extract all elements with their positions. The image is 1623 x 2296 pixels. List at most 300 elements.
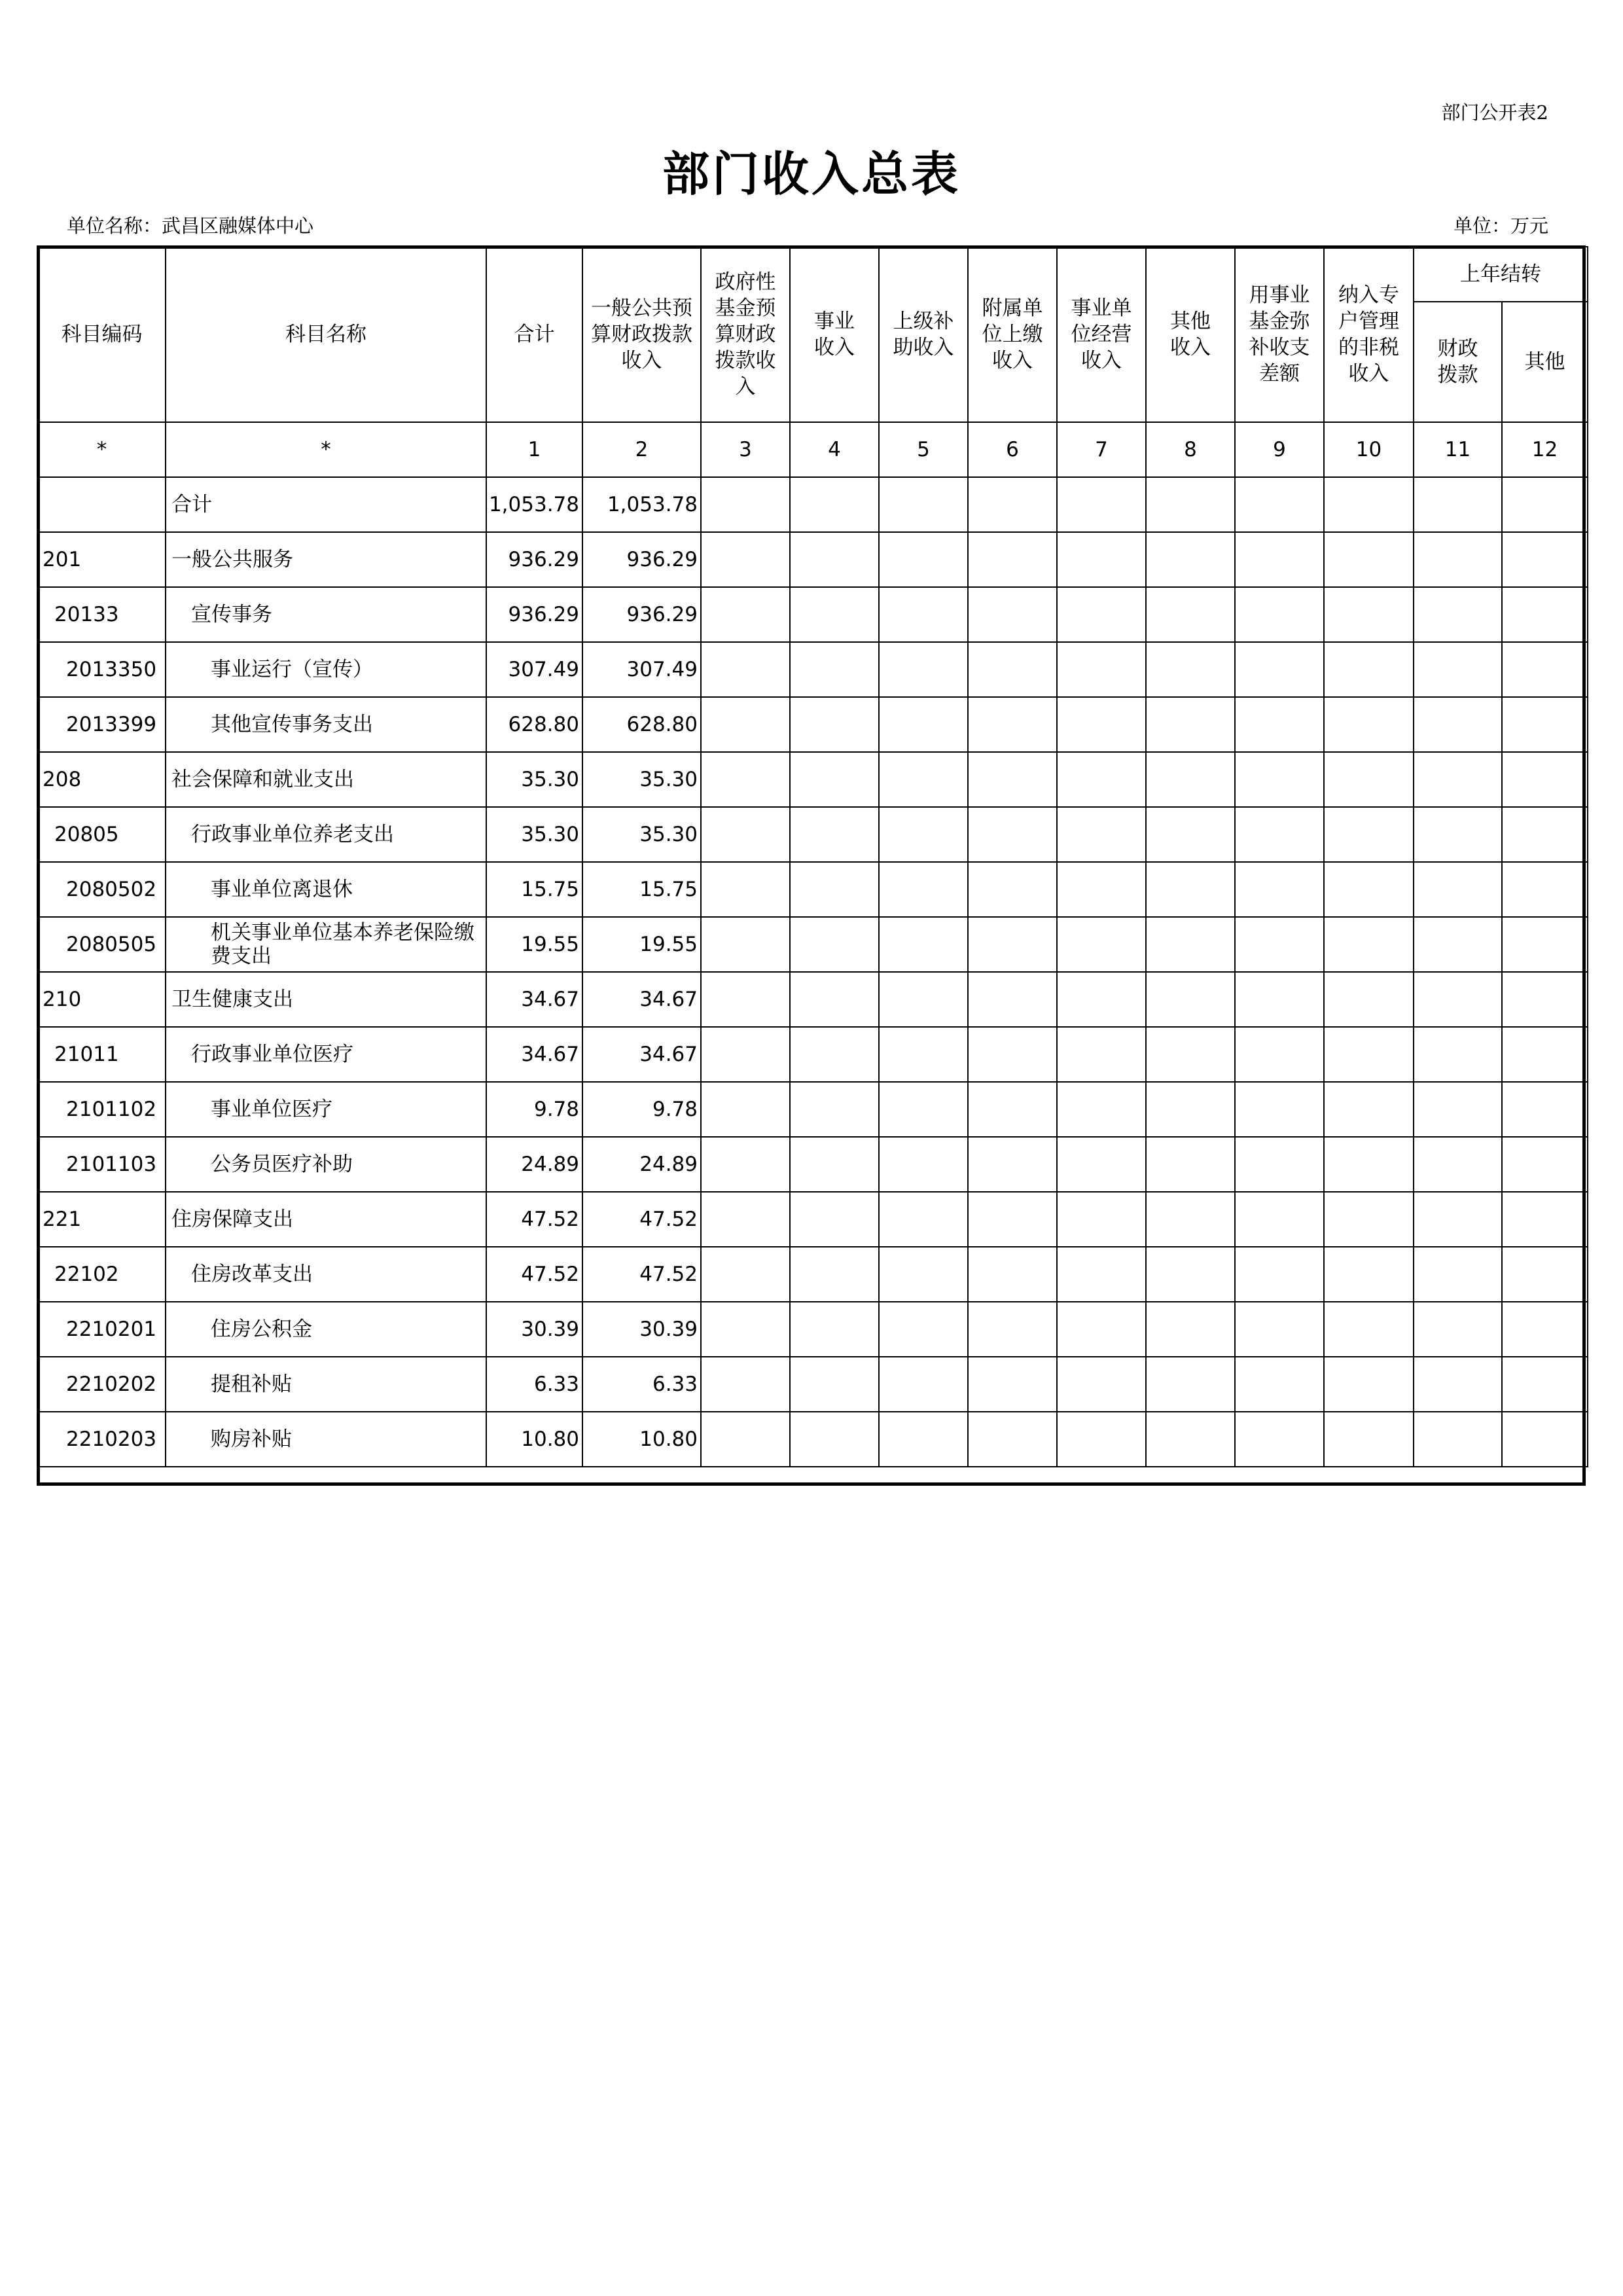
header-operation-income: 事业单位经营收入 <box>1057 247 1146 422</box>
subject-name-cell: 行政事业单位养老支出 <box>166 807 486 862</box>
subject-code-cell: 20133 <box>38 587 166 642</box>
table-row <box>38 587 1588 642</box>
header-business-income: 事业收入 <box>790 247 879 422</box>
table-row <box>38 1137 1588 1192</box>
empty-amount-cell <box>1324 752 1414 807</box>
empty-amount-cell <box>879 917 968 972</box>
table-row <box>38 477 1588 532</box>
empty-amount-cell <box>1502 972 1588 1027</box>
empty-amount-cell <box>968 1082 1057 1137</box>
column-index-cell: 11 <box>1414 422 1502 477</box>
empty-amount-cell <box>968 642 1057 697</box>
empty-amount-cell <box>968 1027 1057 1082</box>
empty-amount-cell <box>1502 1137 1588 1192</box>
empty-amount-cell <box>1324 1357 1414 1412</box>
empty-amount-cell <box>701 532 790 587</box>
general-budget-amount-cell: 936.29 <box>582 587 701 642</box>
empty-amount-cell <box>1057 752 1146 807</box>
total-amount-cell: 34.67 <box>486 1027 582 1082</box>
empty-amount-cell <box>1057 1137 1146 1192</box>
table-row <box>38 1192 1588 1247</box>
empty-amount-cell <box>701 1137 790 1192</box>
empty-amount-cell <box>790 1302 879 1357</box>
empty-amount-cell <box>1414 862 1502 917</box>
column-index-cell: 3 <box>701 422 790 477</box>
form-number: 部门公开表2 <box>1441 101 1548 124</box>
empty-amount-cell <box>879 1357 968 1412</box>
empty-amount-cell <box>790 972 879 1027</box>
subject-name-cell: 事业单位医疗 <box>166 1082 486 1137</box>
empty-amount-cell <box>701 1027 790 1082</box>
empty-amount-cell <box>879 1302 968 1357</box>
empty-amount-cell <box>879 1027 968 1082</box>
empty-amount-cell <box>1502 697 1588 752</box>
total-amount-cell: 34.67 <box>486 972 582 1027</box>
empty-amount-cell <box>1057 1302 1146 1357</box>
empty-amount-cell <box>1146 752 1235 807</box>
total-amount-cell: 10.80 <box>486 1412 582 1467</box>
empty-amount-cell <box>701 1302 790 1357</box>
empty-amount-cell <box>701 862 790 917</box>
empty-amount-cell <box>1235 642 1324 697</box>
empty-amount-cell <box>1235 1082 1324 1137</box>
subject-name-cell: 住房保障支出 <box>166 1192 486 1247</box>
empty-amount-cell <box>1502 807 1588 862</box>
column-index-cell: 1 <box>486 422 582 477</box>
general-budget-amount-cell: 35.30 <box>582 807 701 862</box>
empty-amount-cell <box>1146 917 1235 972</box>
column-index-cell: 4 <box>790 422 879 477</box>
empty-amount-cell <box>1414 1302 1502 1357</box>
empty-amount-cell <box>879 587 968 642</box>
header-affiliated-payment: 附属单位上缴收入 <box>968 247 1057 422</box>
empty-amount-cell <box>1235 697 1324 752</box>
subject-code-cell: 221 <box>38 1192 166 1247</box>
empty-amount-cell <box>790 1027 879 1082</box>
empty-amount-cell <box>1414 807 1502 862</box>
empty-amount-cell <box>1414 1247 1502 1302</box>
table-row <box>38 807 1588 862</box>
table-row <box>38 697 1588 752</box>
header-carryover: 上年结转 <box>1414 247 1588 302</box>
empty-amount-cell <box>879 862 968 917</box>
empty-amount-cell <box>879 1412 968 1467</box>
empty-amount-cell <box>790 1247 879 1302</box>
empty-amount-cell <box>701 1192 790 1247</box>
empty-amount-cell <box>968 752 1057 807</box>
empty-amount-cell <box>879 1082 968 1137</box>
header-carryover-other: 其他 <box>1502 302 1588 422</box>
header-special-account: 纳入专户管理的非税收入 <box>1324 247 1414 422</box>
empty-amount-cell <box>968 1357 1057 1412</box>
empty-amount-cell <box>790 532 879 587</box>
general-budget-amount-cell: 6.33 <box>582 1357 701 1412</box>
empty-amount-cell <box>879 1247 968 1302</box>
subject-code-cell: 2101102 <box>38 1082 166 1137</box>
subject-code-cell: 2210202 <box>38 1357 166 1412</box>
subject-code-cell: 22102 <box>38 1247 166 1302</box>
empty-amount-cell <box>879 752 968 807</box>
table-row <box>38 1247 1588 1302</box>
empty-amount-cell <box>790 1192 879 1247</box>
empty-amount-cell <box>1057 862 1146 917</box>
header-carryover-fiscal: 财政拨款 <box>1414 302 1502 422</box>
subject-code-cell: 2101103 <box>38 1137 166 1192</box>
empty-amount-cell <box>1146 1192 1235 1247</box>
empty-amount-cell <box>790 1137 879 1192</box>
empty-amount-cell <box>968 862 1057 917</box>
general-budget-amount-cell: 1,053.78 <box>582 477 701 532</box>
empty-amount-cell <box>1414 642 1502 697</box>
general-budget-amount-cell: 30.39 <box>582 1302 701 1357</box>
empty-amount-cell <box>1414 1082 1502 1137</box>
empty-amount-cell <box>1502 587 1588 642</box>
empty-amount-cell <box>1324 1412 1414 1467</box>
empty-amount-cell <box>1235 862 1324 917</box>
general-budget-amount-cell: 15.75 <box>582 862 701 917</box>
empty-amount-cell <box>1502 1412 1588 1467</box>
empty-amount-cell <box>790 917 879 972</box>
header-total: 合计 <box>486 247 582 422</box>
general-budget-amount-cell: 47.52 <box>582 1192 701 1247</box>
empty-amount-cell <box>790 477 879 532</box>
empty-amount-cell <box>701 807 790 862</box>
header-general-budget: 一般公共预算财政拨款收入 <box>582 247 701 422</box>
empty-amount-cell <box>1235 532 1324 587</box>
total-amount-cell: 1,053.78 <box>486 477 582 532</box>
empty-amount-cell <box>1502 917 1588 972</box>
empty-amount-cell <box>1057 697 1146 752</box>
empty-amount-cell <box>701 1247 790 1302</box>
empty-amount-cell <box>701 1412 790 1467</box>
subject-name-cell: 事业单位离退休 <box>166 862 486 917</box>
empty-amount-cell <box>879 807 968 862</box>
empty-amount-cell <box>790 697 879 752</box>
general-budget-amount-cell: 19.55 <box>582 917 701 972</box>
empty-amount-cell <box>1146 1027 1235 1082</box>
empty-amount-cell <box>1414 1192 1502 1247</box>
subject-name-cell: 住房公积金 <box>166 1302 486 1357</box>
empty-amount-cell <box>1324 972 1414 1027</box>
empty-amount-cell <box>1235 1027 1324 1082</box>
empty-amount-cell <box>1324 697 1414 752</box>
column-index-cell: 2 <box>582 422 701 477</box>
empty-amount-cell <box>968 917 1057 972</box>
table-row <box>38 972 1588 1027</box>
empty-amount-cell <box>1324 477 1414 532</box>
subject-name-cell: 其他宣传事务支出 <box>166 697 486 752</box>
empty-amount-cell <box>701 972 790 1027</box>
subject-name-cell: 宣传事务 <box>166 587 486 642</box>
empty-amount-cell <box>1235 1357 1324 1412</box>
empty-amount-cell <box>1057 1247 1146 1302</box>
empty-amount-cell <box>1324 532 1414 587</box>
empty-amount-cell <box>1324 917 1414 972</box>
empty-amount-cell <box>1146 807 1235 862</box>
total-amount-cell: 30.39 <box>486 1302 582 1357</box>
empty-amount-cell <box>1235 1302 1324 1357</box>
column-index-cell: * <box>38 422 166 477</box>
header-superior-subsidy: 上级补助收入 <box>879 247 968 422</box>
currency-unit-label: 单位：万元 <box>1453 215 1548 237</box>
empty-amount-cell <box>879 1192 968 1247</box>
subject-name-cell: 住房改革支出 <box>166 1247 486 1302</box>
empty-amount-cell <box>1414 917 1502 972</box>
column-index-cell: 8 <box>1146 422 1235 477</box>
empty-amount-cell <box>1057 1192 1146 1247</box>
subject-code-cell: 210 <box>38 972 166 1027</box>
empty-amount-cell <box>1146 1302 1235 1357</box>
empty-amount-cell <box>968 532 1057 587</box>
general-budget-amount-cell: 936.29 <box>582 532 701 587</box>
empty-amount-cell <box>1146 1247 1235 1302</box>
subject-name-cell: 社会保障和就业支出 <box>166 752 486 807</box>
subject-code-cell: 2013399 <box>38 697 166 752</box>
empty-amount-cell <box>1502 1027 1588 1082</box>
empty-amount-cell <box>701 477 790 532</box>
empty-amount-cell <box>1414 477 1502 532</box>
empty-amount-cell <box>1057 532 1146 587</box>
empty-amount-cell <box>1414 972 1502 1027</box>
column-index-cell: 12 <box>1502 422 1588 477</box>
empty-amount-cell <box>790 1082 879 1137</box>
general-budget-amount-cell: 628.80 <box>582 697 701 752</box>
header-gov-fund: 政府性基金预算财政拨款收入 <box>701 247 790 422</box>
total-amount-cell: 47.52 <box>486 1247 582 1302</box>
table-row <box>38 752 1588 807</box>
empty-amount-cell <box>968 697 1057 752</box>
empty-amount-cell <box>1414 1412 1502 1467</box>
empty-amount-cell <box>701 752 790 807</box>
empty-amount-cell <box>1502 1302 1588 1357</box>
empty-amount-cell <box>1324 1137 1414 1192</box>
total-amount-cell: 35.30 <box>486 752 582 807</box>
subject-code-cell: 208 <box>38 752 166 807</box>
general-budget-amount-cell: 307.49 <box>582 642 701 697</box>
table-row <box>38 1027 1588 1082</box>
empty-amount-cell <box>1146 477 1235 532</box>
column-index-cell: * <box>166 422 486 477</box>
empty-amount-cell <box>1324 1302 1414 1357</box>
table-row <box>38 532 1588 587</box>
empty-amount-cell <box>790 862 879 917</box>
empty-amount-cell <box>1235 972 1324 1027</box>
empty-amount-cell <box>1324 1192 1414 1247</box>
subject-code-cell: 2210201 <box>38 1302 166 1357</box>
page-title: 部门收入总表 <box>662 146 961 202</box>
empty-amount-cell <box>1235 752 1324 807</box>
empty-amount-cell <box>1057 642 1146 697</box>
empty-amount-cell <box>1324 1082 1414 1137</box>
empty-amount-cell <box>790 1412 879 1467</box>
total-amount-cell: 24.89 <box>486 1137 582 1192</box>
total-amount-cell: 936.29 <box>486 587 582 642</box>
general-budget-amount-cell: 10.80 <box>582 1412 701 1467</box>
empty-amount-cell <box>701 697 790 752</box>
empty-amount-cell <box>1057 1082 1146 1137</box>
unit-name-label: 单位名称：武昌区融媒体中心 <box>67 215 314 237</box>
empty-amount-cell <box>1324 1247 1414 1302</box>
empty-amount-cell <box>790 1357 879 1412</box>
subject-name-cell: 提租补贴 <box>166 1357 486 1412</box>
general-budget-amount-cell: 9.78 <box>582 1082 701 1137</box>
general-budget-amount-cell: 47.52 <box>582 1247 701 1302</box>
total-amount-cell: 9.78 <box>486 1082 582 1137</box>
table-row <box>38 642 1588 697</box>
column-index-row <box>38 422 1588 477</box>
empty-amount-cell <box>1235 807 1324 862</box>
empty-amount-cell <box>968 972 1057 1027</box>
empty-amount-cell <box>1146 1082 1235 1137</box>
empty-amount-cell <box>1146 697 1235 752</box>
empty-amount-cell <box>1146 972 1235 1027</box>
total-amount-cell: 15.75 <box>486 862 582 917</box>
empty-amount-cell <box>879 642 968 697</box>
empty-amount-cell <box>1146 1412 1235 1467</box>
empty-amount-cell <box>1324 642 1414 697</box>
empty-amount-cell <box>790 807 879 862</box>
subject-code-cell: 2080502 <box>38 862 166 917</box>
empty-amount-cell <box>1502 1192 1588 1247</box>
empty-amount-cell <box>968 1192 1057 1247</box>
empty-amount-cell <box>879 477 968 532</box>
empty-amount-cell <box>968 1412 1057 1467</box>
table-row <box>38 862 1588 917</box>
empty-amount-cell <box>1324 807 1414 862</box>
empty-amount-cell <box>1057 1412 1146 1467</box>
column-index-cell: 7 <box>1057 422 1146 477</box>
empty-amount-cell <box>968 477 1057 532</box>
empty-amount-cell <box>1146 532 1235 587</box>
empty-amount-cell <box>1502 1082 1588 1137</box>
subject-code-cell: 2013350 <box>38 642 166 697</box>
empty-amount-cell <box>701 1082 790 1137</box>
empty-amount-cell <box>1324 862 1414 917</box>
subject-code-cell <box>38 477 166 532</box>
empty-amount-cell <box>1414 532 1502 587</box>
empty-amount-cell <box>701 1357 790 1412</box>
header-row-1 <box>38 247 1588 302</box>
total-amount-cell: 936.29 <box>486 532 582 587</box>
table-row <box>38 1412 1588 1467</box>
table-row <box>38 1302 1588 1357</box>
total-amount-cell: 628.80 <box>486 697 582 752</box>
header-other-income: 其他收入 <box>1146 247 1235 422</box>
empty-amount-cell <box>1146 862 1235 917</box>
empty-amount-cell <box>1057 917 1146 972</box>
empty-amount-cell <box>1502 752 1588 807</box>
subject-name-cell: 购房补贴 <box>166 1412 486 1467</box>
empty-amount-cell <box>879 972 968 1027</box>
subject-name-cell: 卫生健康支出 <box>166 972 486 1027</box>
general-budget-amount-cell: 34.67 <box>582 972 701 1027</box>
general-budget-amount-cell: 34.67 <box>582 1027 701 1082</box>
empty-amount-cell <box>1057 1357 1146 1412</box>
empty-amount-cell <box>1324 1027 1414 1082</box>
header-fund-offset: 用事业基金弥补收支差额 <box>1235 247 1324 422</box>
empty-amount-cell <box>1414 752 1502 807</box>
empty-amount-cell <box>1502 532 1588 587</box>
subject-code-cell: 2210203 <box>38 1412 166 1467</box>
empty-amount-cell <box>701 917 790 972</box>
empty-amount-cell <box>1146 642 1235 697</box>
empty-amount-cell <box>879 1137 968 1192</box>
empty-amount-cell <box>968 1137 1057 1192</box>
empty-amount-cell <box>1502 1247 1588 1302</box>
header-code: 科目编码 <box>38 247 166 422</box>
empty-amount-cell <box>1057 477 1146 532</box>
subject-name-cell: 行政事业单位医疗 <box>166 1027 486 1082</box>
table-row <box>38 917 1588 972</box>
empty-amount-cell <box>968 1302 1057 1357</box>
empty-amount-cell <box>1235 1247 1324 1302</box>
empty-amount-cell <box>1146 587 1235 642</box>
total-amount-cell: 35.30 <box>486 807 582 862</box>
empty-amount-cell <box>968 807 1057 862</box>
empty-amount-cell <box>1414 697 1502 752</box>
subject-name-cell: 事业运行（宣传） <box>166 642 486 697</box>
empty-amount-cell <box>1057 1027 1146 1082</box>
subject-code-cell: 20805 <box>38 807 166 862</box>
general-budget-amount-cell: 24.89 <box>582 1137 701 1192</box>
empty-amount-cell <box>1146 1357 1235 1412</box>
column-index-cell: 9 <box>1235 422 1324 477</box>
empty-amount-cell <box>1235 1192 1324 1247</box>
empty-amount-cell <box>1502 1357 1588 1412</box>
total-amount-cell: 6.33 <box>486 1357 582 1412</box>
empty-amount-cell <box>1414 1027 1502 1082</box>
empty-amount-cell <box>1235 477 1324 532</box>
empty-amount-cell <box>1235 587 1324 642</box>
column-index-cell: 5 <box>879 422 968 477</box>
column-index-cell: 10 <box>1324 422 1414 477</box>
empty-amount-cell <box>790 752 879 807</box>
table-row <box>38 1357 1588 1412</box>
column-index-cell: 6 <box>968 422 1057 477</box>
header-name: 科目名称 <box>166 247 486 422</box>
table-row <box>38 1082 1588 1137</box>
empty-amount-cell <box>1502 477 1588 532</box>
total-amount-cell: 19.55 <box>486 917 582 972</box>
empty-amount-cell <box>1502 862 1588 917</box>
empty-amount-cell <box>1235 1137 1324 1192</box>
empty-amount-cell <box>790 587 879 642</box>
empty-amount-cell <box>1414 1357 1502 1412</box>
subject-name-cell: 一般公共服务 <box>166 532 486 587</box>
empty-amount-cell <box>968 1247 1057 1302</box>
empty-amount-cell <box>790 642 879 697</box>
empty-amount-cell <box>879 532 968 587</box>
subject-code-cell: 21011 <box>38 1027 166 1082</box>
empty-amount-cell <box>701 587 790 642</box>
empty-amount-cell <box>1324 587 1414 642</box>
total-amount-cell: 47.52 <box>486 1192 582 1247</box>
empty-amount-cell <box>1235 917 1324 972</box>
empty-amount-cell <box>1414 587 1502 642</box>
total-amount-cell: 307.49 <box>486 642 582 697</box>
empty-amount-cell <box>1057 972 1146 1027</box>
subject-code-cell: 2080505 <box>38 917 166 972</box>
subject-code-cell: 201 <box>38 532 166 587</box>
empty-amount-cell <box>701 642 790 697</box>
general-budget-amount-cell: 35.30 <box>582 752 701 807</box>
empty-amount-cell <box>1057 587 1146 642</box>
empty-amount-cell <box>1502 642 1588 697</box>
subject-name-cell: 公务员医疗补助 <box>166 1137 486 1192</box>
empty-amount-cell <box>879 697 968 752</box>
empty-amount-cell <box>1146 1137 1235 1192</box>
subject-name-cell: 合计 <box>166 477 486 532</box>
